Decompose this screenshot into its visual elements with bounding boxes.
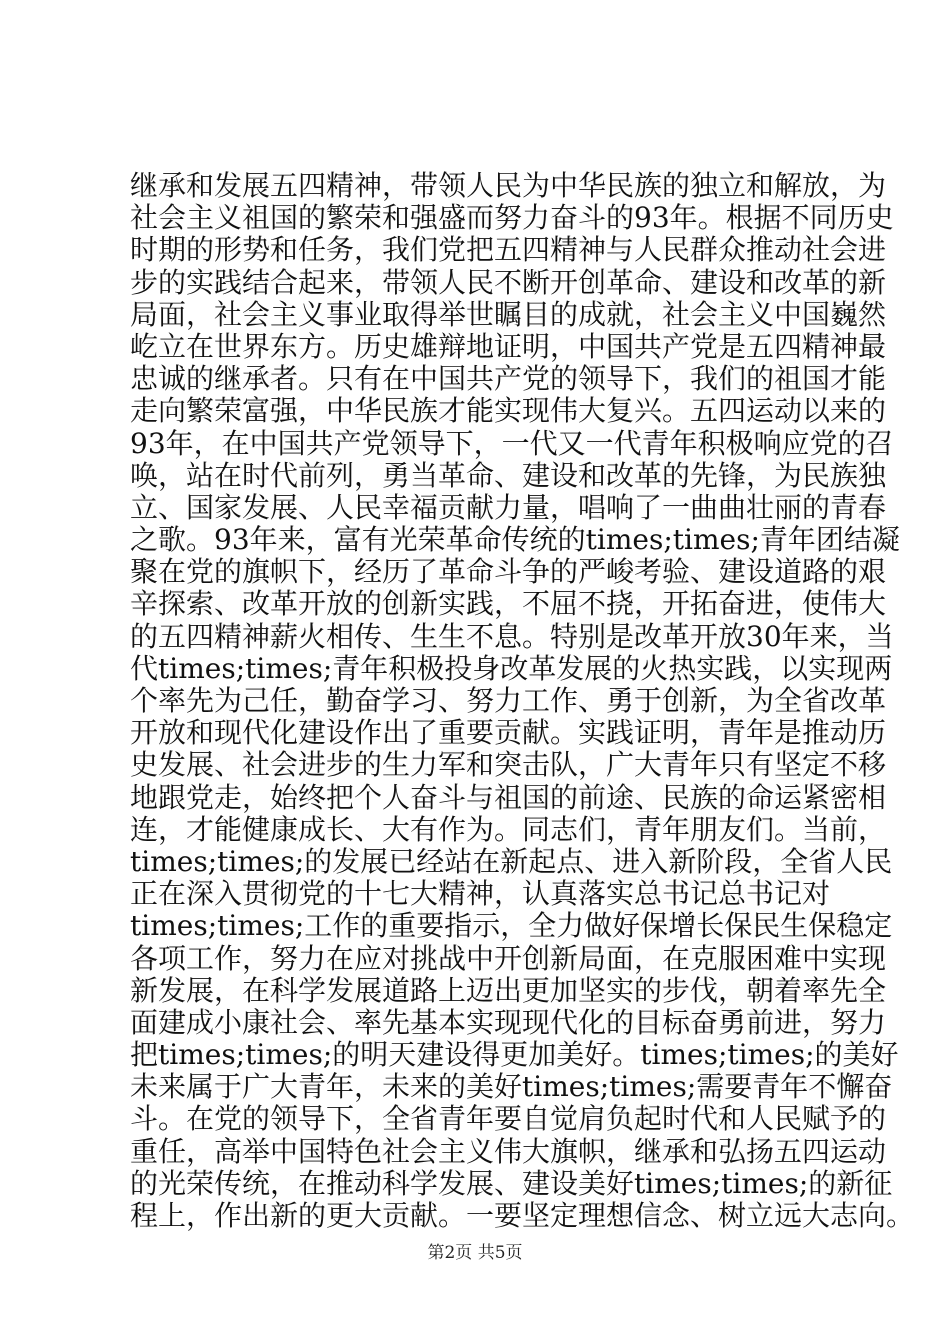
text-line: 忠诚的继承者。只有在中国共产党的领导下，我们的祖国才能	[130, 362, 887, 396]
page-footer	[0, 1241, 950, 1265]
text-line: 继承和发展五四精神，带领人民为中华民族的独立和解放，为	[130, 169, 887, 202]
text-line: 新发展，在科学发展道路上迈出更加坚实的步伐，朝着率先全	[130, 973, 887, 1007]
text-line: 斗。在党的领导下，全省青年要自觉肩负起时代和人民赋予的	[130, 1102, 887, 1136]
text-line: 程上，作出新的更大贡献。一要坚定理想信念、树立远大志向。	[130, 1199, 915, 1232]
text-line: times;times;的发展已经站在新起点、进入新阶段，全省人民	[130, 844, 893, 878]
text-line: 把times;times;的明天建设得更加美好。times;times;的美好	[130, 1038, 899, 1072]
text-line: 辛探索、改革开放的创新实践，不屈不挠，开拓奋进，使伟大	[130, 587, 887, 621]
text-line: 史发展、社会进步的生力军和突击队，广大青年只有坚定不移	[130, 748, 887, 782]
text-line: 唤，站在时代前列，勇当革命、建设和改革的先锋，为民族独	[130, 458, 887, 492]
text-line: 连，才能健康成长、大有作为。同志们，青年朋友们。当前，	[130, 812, 887, 846]
text-line: 未来属于广大青年，未来的美好times;times;需要青年不懈奋	[130, 1070, 893, 1104]
text-line: 代times;times;青年积极投身改革发展的火热实践，以实现两	[130, 651, 893, 685]
text-line: 聚在党的旗帜下，经历了革命斗争的严峻考验、建设道路的艰	[130, 555, 887, 589]
text-line: 正在深入贯彻党的十七大精神，认真落实总书记总书记对	[130, 877, 831, 911]
body-text	[130, 169, 915, 1232]
text-line: 步的实践结合起来，带领人民不断开创革命、建设和改革的新	[130, 265, 887, 299]
text-line: 时期的形势和任务，我们党把五四精神与人民群众推动社会进	[130, 233, 887, 267]
text-line: 个率先为己任，勤奋学习、努力工作、勇于创新，为全省改革	[130, 684, 887, 717]
text-line: 的光荣传统，在推动科学发展、建设美好times;times;的新征	[130, 1166, 893, 1200]
text-line: 重任，高举中国特色社会主义伟大旗帜，继承和弘扬五四运动	[130, 1134, 887, 1168]
text-line: times;times;工作的重要指示，全力做好保增长保民生保稳定	[130, 909, 893, 943]
text-line: 局面，社会主义事业取得举世瞩目的成就，社会主义中国巍然	[130, 297, 887, 331]
text-line: 地跟党走，始终把个人奋斗与祖国的前途、民族的命运紧密相	[130, 780, 887, 814]
text-line: 走向繁荣富强，中华民族才能实现伟大复兴。五四运动以来的	[130, 394, 887, 428]
text-line: 之歌。93年来，富有光荣革命传统的times;times;青年团结凝	[130, 523, 900, 557]
text-line: 各项工作，努力在应对挑战中开创新局面，在克服困难中实现	[130, 941, 887, 975]
text-line: 屹立在世界东方。历史雄辩地证明，中国共产党是五四精神最	[130, 329, 887, 363]
text-line: 面建成小康社会、率先基本实现现代化的目标奋勇前进，努力	[130, 1005, 887, 1039]
page-number: 第2页 共5页	[427, 1243, 523, 1263]
text-line: 开放和现代化建设作出了重要贡献。实践证明，青年是推动历	[130, 716, 887, 750]
text-line: 立、国家发展、人民幸福贡献力量，唱响了一曲曲壮丽的青春	[130, 490, 887, 524]
text-line: 93年，在中国共产党领导下，一代又一代青年积极响应党的召	[130, 426, 894, 460]
text-line: 社会主义祖国的繁荣和强盛而努力奋斗的93年。根据不同历史	[130, 201, 894, 235]
text-line: 的五四精神薪火相传、生生不息。特别是改革开放30年来，当	[130, 619, 894, 653]
